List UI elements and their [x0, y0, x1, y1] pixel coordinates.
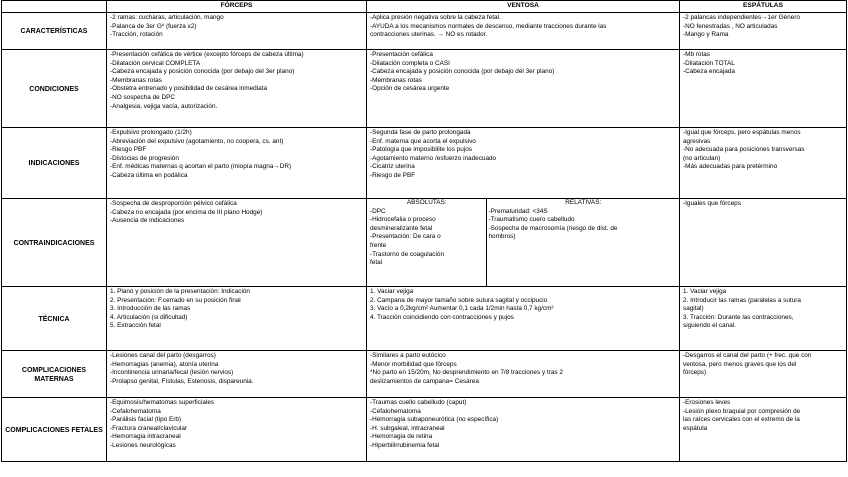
row-tecnica — [2, 287, 847, 351]
text-line: -Hiperbilirrubinemia fetal — [370, 441, 440, 449]
text-line: -Ausencia de indicaciones — [110, 217, 185, 225]
row-label: COMPLICACIONES FETALES — [2, 398, 107, 462]
text-line: -Traumas cuello cabelludo (caput) — [370, 399, 467, 406]
text-line: -DPC — [370, 207, 386, 215]
espatulas-cell — [680, 128, 847, 199]
text-line: agresivas — [683, 137, 711, 145]
relativas-column — [486, 199, 680, 286]
text-line: las raíces cervicales con el extremo de la — [683, 416, 800, 424]
header-row — [2, 1, 847, 13]
text-line: -Lesiones canal del parto (desgarros) — [110, 352, 216, 359]
row-label: CARACTERÍSTICAS — [2, 13, 107, 50]
text-line: -Traumatismo cuero cabelludo — [488, 216, 575, 224]
espatulas-cell — [680, 199, 847, 287]
text-line: -Prolapso genital, Fístulas, Estenosis, dispareunia. — [110, 377, 254, 385]
row-label: CONTRAINDICACIONES — [2, 199, 107, 287]
text-line: -Sospecha de desproporción pélvico cefálica — [110, 200, 237, 207]
text-line: siguiendo el canal. — [683, 322, 736, 330]
header-corner — [2, 1, 107, 13]
text-line: -Cabeza última en podálica — [110, 171, 188, 179]
text-line: -Cabeza no encajada (por encima de III plano Hodge) — [110, 208, 263, 216]
text-line: -Parálisis facial (tipo Erb) — [110, 416, 182, 424]
comparison-table — [1, 0, 847, 462]
row-contraindicaciones — [2, 199, 847, 287]
text-line: -Cabeza encajada y posición conocida (por debajo del 3er plano) — [370, 68, 555, 76]
row-indicaciones — [2, 128, 847, 199]
text-line: 2. Introducir las ramas (paralelas a sutura — [683, 296, 801, 304]
text-line: -Dilatación TOTAL — [683, 59, 735, 67]
absolutas-title: ABSOLUTAS: — [406, 199, 447, 206]
text-line: ventosa, pero menos graves que los del — [683, 360, 797, 368]
text-line: -Sospecha de macrosomía (riesgo de dist. de — [488, 224, 618, 232]
text-line: fórceps) — [683, 369, 707, 377]
text-line: -Expulsivo prolongado (1/2h) — [110, 129, 192, 136]
row-label: COMPLICACIONES MATERNAS — [2, 351, 107, 398]
text-line: -Trastorno de coagulación — [370, 250, 445, 258]
text-line: 5. Extracción fetal — [110, 322, 161, 330]
espatulas-cell — [680, 398, 847, 462]
text-line: 4. Articulación (si dificultad) — [110, 313, 188, 321]
text-line: -Incontinencia urinaria/fecal (lesión nervios) — [110, 369, 234, 377]
text-line: -Cabeza encajada — [683, 68, 735, 76]
text-line: -Erosiones leves — [683, 399, 731, 406]
espatulas-cell — [680, 287, 847, 351]
text-line: -Presentación cefálica de vértice (excepto fórceps de cabeza última) — [110, 51, 304, 58]
text-line: *No parto en 15/20m, No desprendimiento en 7/8 tracciones y tras 2 — [370, 369, 563, 377]
text-line: 1. Vaciar vejiga — [370, 288, 414, 295]
text-line: -Hidrocefalia o proceso — [370, 216, 436, 224]
text-line: -Obstetra entrenado y posibilidad de cesárea inmediata — [110, 85, 268, 93]
text-line: -Desgarros el canal del parto (+ frec. que con — [683, 352, 812, 359]
row-label: TÉCNICA — [2, 287, 107, 351]
text-line: -Hemorragias (anemia), atonía uterina — [110, 360, 219, 368]
text-line: -Igual que fórceps, pero espátulas menos — [683, 129, 801, 136]
row-label: CONDICIONES — [2, 50, 107, 128]
text-line: -Presentación cefálica — [370, 51, 433, 58]
text-line: -Abreviación del expulsivo (agotamiento, no coopera, cs. ant) — [110, 137, 284, 145]
text-line: 4. Tracción coincidiendo con contracciones y pujos — [370, 313, 514, 321]
text-line: deslizamientos de campana= Cesárea — [370, 377, 479, 385]
header-ventosa: VENTOSA — [367, 1, 680, 13]
text-line: -Cicatriz uterina — [370, 163, 415, 171]
espatulas-cell — [680, 13, 847, 50]
text-line: -AYUDA a los mecanismos normales de descenso, mediante tracciones durante las — [370, 22, 607, 30]
text-line: -Lesión plexo braquial por compresión de — [683, 407, 801, 415]
text-line: -Hemorragia intracraneal — [110, 433, 181, 441]
text-line: -Menor morbilidad que fórceps — [370, 360, 457, 368]
text-line: -Enf. médicas maternas q acortan el parto (miopía magna→DR) — [110, 163, 292, 171]
ventosa-cell — [367, 128, 680, 199]
text-line: -Aplica presión negativa sobre la cabeza fetal. — [370, 14, 501, 21]
text-line: -H. subgaleal, intracraneal — [370, 424, 445, 432]
header-forceps: FÓRCEPS — [107, 1, 367, 13]
ventosa-cell — [367, 351, 680, 398]
text-line: fetal — [370, 259, 383, 267]
text-line: -Similares a parto eutócico — [370, 352, 446, 359]
text-line: -2 palancas independientes→1er Género — [683, 14, 800, 21]
text-line: -Hemorragia subaponeurótica (no específica) — [370, 416, 499, 424]
text-line: -Analgesia, vejiga vacía, autorización. — [110, 102, 218, 110]
ventosa-cell — [367, 287, 680, 351]
row-condiciones — [2, 50, 847, 128]
row-complicaciones-fetales — [2, 398, 847, 462]
text-line: -No adecuada para posiciones transversas — [683, 146, 805, 154]
forceps-cell — [107, 50, 367, 128]
forceps-cell — [107, 398, 367, 462]
text-line: -Hemorragia de retina — [370, 433, 433, 441]
forceps-cell — [107, 287, 367, 351]
text-line: contracciones uterinas. → NO es rotador. — [370, 31, 488, 39]
text-line: -Fractura craneal/clavicular — [110, 424, 188, 432]
text-line: sagital) — [683, 305, 704, 313]
text-line: 2. Campana de mayor tamaño sobre sutura sagital y occipucio — [370, 296, 548, 304]
text-line: -Distocias de progresión — [110, 154, 179, 162]
text-line: -Más adecuadas para pretérmino — [683, 163, 778, 171]
text-line: -Mb rotas — [683, 51, 710, 58]
text-line: -Presentación: De cara o — [370, 233, 441, 241]
text-line: frente — [370, 241, 387, 249]
espatulas-cell — [680, 50, 847, 128]
text-line: -Cabeza encajada y posición conocida (por debajo del 3er plano) — [110, 68, 295, 76]
forceps-cell — [107, 13, 367, 50]
text-line: -Cefalohematoma — [370, 407, 421, 415]
header-espatulas: ESPÁTULAS — [680, 1, 847, 13]
text-line: -Segunda fase de parto prolongada — [370, 129, 471, 136]
text-line: hombros) — [488, 233, 516, 241]
ventosa-contraindications-subtable — [368, 199, 680, 286]
text-line: -2 ramas: cucharas, articulación, mango — [110, 14, 224, 21]
text-line: -Riesgo PBF — [110, 146, 147, 154]
text-line: espátula — [683, 424, 708, 432]
ventosa-cell — [367, 13, 680, 50]
ventosa-cell — [367, 398, 680, 462]
espatulas-cell — [680, 351, 847, 398]
text-line: -Palanca de 3er Gº (fuerza x2) — [110, 22, 197, 30]
text-line: -Dilatación cervical COMPLETA — [110, 59, 201, 67]
forceps-cell — [107, 199, 367, 287]
text-line: -NO fenestradas , NO articuladas — [683, 22, 778, 30]
text-line: -Iguales que fórceps — [683, 200, 741, 207]
row-complicaciones-maternas — [2, 351, 847, 398]
text-line: 2. Presentación: F.cerrado en su posición final — [110, 296, 241, 304]
text-line: -Dilatación completa o CASI — [370, 59, 450, 67]
relativas-title: RELATIVAS: — [565, 199, 602, 206]
absolutas-column — [368, 199, 486, 286]
text-line: 3. Vacío a 0,2kg/cm² Aumentar 0,1 cada 1/2min hasta 0,7 kg/cm² — [370, 305, 554, 313]
text-line: -Agotamiento materno /esfuerzo inadecuado — [370, 154, 497, 162]
text-line: -Prematuridad: <34S — [488, 207, 548, 215]
text-line: 1. Plano y posición de la presentación: Indicación — [110, 288, 250, 295]
text-line: -Membranas rotas — [370, 76, 422, 84]
text-line: -Cefalohematoma — [110, 407, 161, 415]
text-line: -Enf. materna que acorta el expulsivo — [370, 137, 476, 145]
ventosa-cell — [367, 199, 680, 287]
text-line: -Riesgo de PBF — [370, 171, 416, 179]
text-line: 3. Introducción de las ramas — [110, 305, 191, 313]
text-line: 1. Vaciar vejiga — [683, 288, 727, 295]
row-label: INDICACIONES — [2, 128, 107, 199]
text-line: desmineralizante fetal — [370, 224, 433, 232]
text-line: -Tracción, rotación — [110, 31, 163, 39]
text-line: (no articulan) — [683, 154, 721, 162]
forceps-cell — [107, 128, 367, 199]
text-line: 3. Tracción: Durante las contracciones, — [683, 313, 794, 321]
text-line: -Lesiones neurológicas — [110, 441, 176, 449]
row-caracteristicas — [2, 13, 847, 50]
forceps-cell — [107, 351, 367, 398]
text-line: -Membranas rotas — [110, 76, 162, 84]
text-line: -Equimosis/hematomas superficiales — [110, 399, 215, 406]
text-line: -NO sospecha de DPC — [110, 93, 175, 101]
text-line: -Patología que imposibilite los pujos — [370, 146, 472, 154]
ventosa-cell — [367, 50, 680, 128]
text-line: -Mango y Rama — [683, 31, 729, 39]
text-line: -Opción de cesárea urgente — [370, 85, 450, 93]
